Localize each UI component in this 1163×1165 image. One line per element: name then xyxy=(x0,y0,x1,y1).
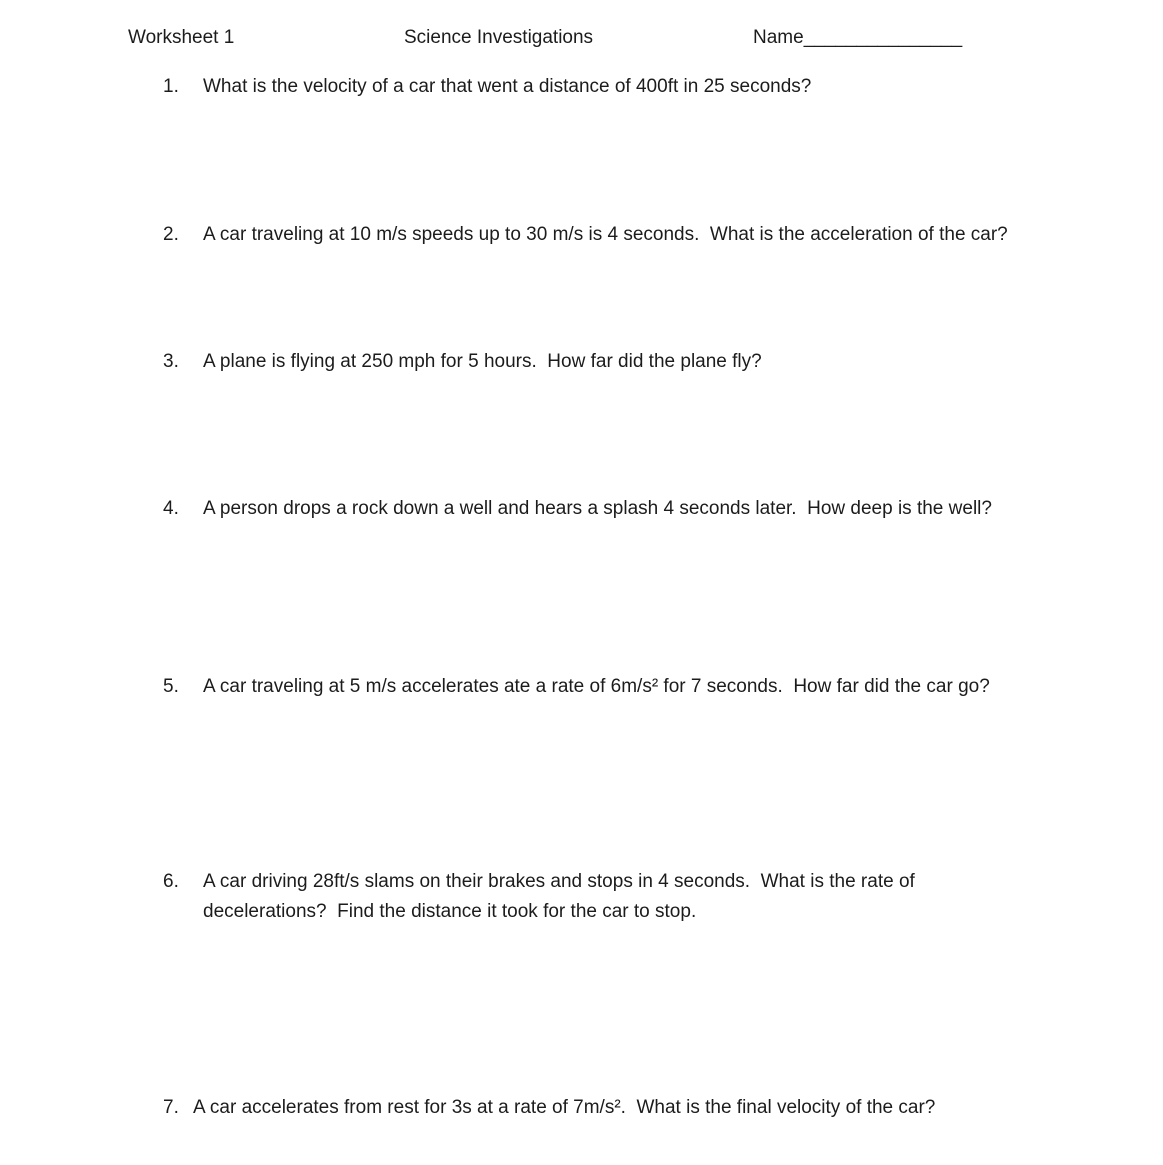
question-number: 4. xyxy=(163,498,179,519)
question-5 xyxy=(163,672,990,702)
question-number: 5. xyxy=(163,676,179,697)
question-text: A car accelerates from rest for 3s at a rate of 7m/s². What is the final velocity of the car? xyxy=(193,1097,936,1118)
name-label: Name xyxy=(753,27,804,48)
question-4 xyxy=(163,494,992,524)
question-text: A person drops a rock down a well and hears a splash 4 seconds later. How deep is the well? xyxy=(203,498,992,519)
question-1 xyxy=(163,72,811,102)
question-3 xyxy=(163,347,762,377)
question-number: 3. xyxy=(163,351,179,372)
question-number: 2. xyxy=(163,224,179,245)
question-text: A car traveling at 5 m/s accelerates ate a rate of 6m/s² for 7 seconds. How far did the car go? xyxy=(203,676,990,697)
question-text: A car traveling at 10 m/s speeds up to 30 m/s is 4 seconds. What is the acceleration of the car? xyxy=(203,224,1008,245)
question-text-line-1: A car driving 28ft/s slams on their brakes and stops in 4 seconds. What is the rate of xyxy=(203,871,915,892)
question-text-block xyxy=(203,867,915,927)
question-number: 1. xyxy=(163,76,179,97)
name-field-group xyxy=(753,26,962,50)
question-text-line-2: decelerations? Find the distance it took for the car to stop. xyxy=(203,901,697,922)
question-6 xyxy=(163,867,915,927)
question-text: What is the velocity of a car that went a distance of 400ft in 25 seconds? xyxy=(203,76,812,97)
question-7 xyxy=(163,1093,935,1123)
name-blank-line: _______________ xyxy=(803,27,963,48)
question-number: 7. xyxy=(163,1097,179,1118)
page-title: Science Investigations xyxy=(404,27,594,48)
worksheet-label: Worksheet 1 xyxy=(128,27,235,48)
question-2 xyxy=(163,220,1008,250)
question-text: A plane is flying at 250 mph for 5 hours. How far did the plane fly? xyxy=(203,351,762,372)
question-number: 6. xyxy=(163,871,179,892)
